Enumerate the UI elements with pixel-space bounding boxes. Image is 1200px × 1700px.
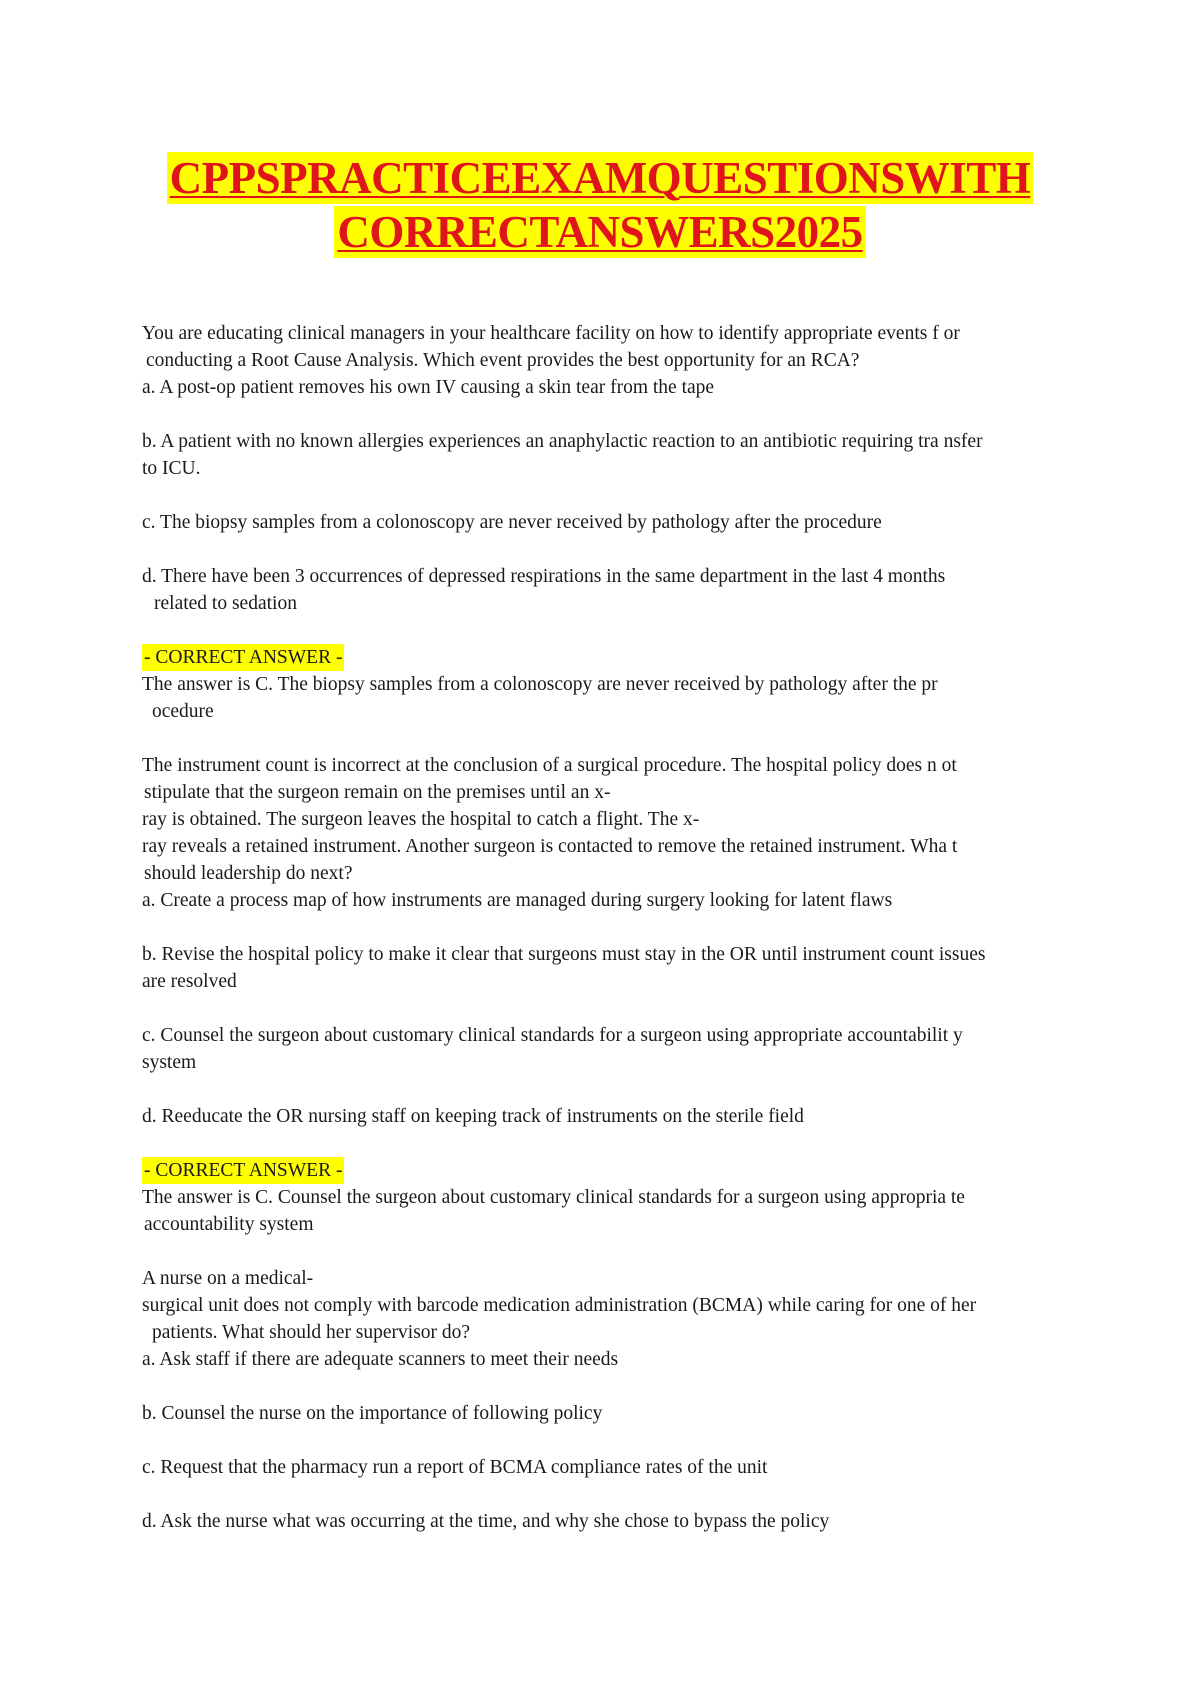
correct-answer-text — [142, 1184, 1062, 1238]
option-c — [142, 1022, 1062, 1076]
question-stem-line: conducting a Root Cause Analysis. Which event provides the best opportunity for an RCA? — [146, 350, 860, 371]
question-stem-line: should leadership do next? — [144, 863, 353, 884]
answer-line: The answer is C. Counsel the surgeon about customary clinical standards for a surgeon using appropria te — [142, 1187, 965, 1208]
answer-line: ocedure — [152, 701, 214, 722]
option-line: c. Counsel the surgeon about customary clinical standards for a surgeon using appropriate accountabilit y — [142, 1025, 963, 1046]
question-stem — [142, 320, 1062, 374]
option-d — [142, 563, 1062, 617]
question-stem-line: A nurse on a medical- — [142, 1268, 314, 1289]
question-stem-line: ray is obtained. The surgeon leaves the hospital to catch a flight. The x- — [142, 809, 700, 830]
option-c: c. The biopsy samples from a colonoscopy are never received by pathology after the procedure — [142, 512, 882, 533]
option-b — [142, 428, 1062, 482]
document-body — [142, 320, 1062, 1535]
title-line-1: CPPSPRACTICEEXAMQUESTIONSWITH — [167, 152, 1034, 204]
correct-answer-label: - CORRECT ANSWER - — [142, 644, 344, 671]
question-3 — [142, 1265, 1062, 1535]
correct-answer-text — [142, 671, 1062, 725]
correct-answer-label: - CORRECT ANSWER - — [142, 1157, 344, 1184]
option-d: d. Ask the nurse what was occurring at the time, and why she chose to bypass the policy — [142, 1511, 830, 1532]
option-b — [142, 941, 1062, 995]
answer-line: The answer is C. The biopsy samples from a colonoscopy are never received by pathology after the pr — [142, 674, 938, 695]
option-line: system — [142, 1052, 197, 1073]
option-a: a. Create a process map of how instruments are managed during surgery looking for latent flaws — [142, 890, 893, 911]
question-stem-line: The instrument count is incorrect at the conclusion of a surgical procedure. The hospital policy does n ot — [142, 755, 957, 776]
option-c: c. Request that the pharmacy run a report of BCMA compliance rates of the unit — [142, 1457, 768, 1478]
question-stem-line: patients. What should her supervisor do? — [152, 1322, 471, 1343]
option-line: d. There have been 3 occurrences of depressed respirations in the same department in the last 4 months — [142, 566, 946, 587]
option-line: related to sedation — [154, 593, 297, 614]
question-stem-line: You are educating clinical managers in your healthcare facility on how to identify appropriate events f or — [142, 323, 960, 344]
option-line: to ICU. — [142, 458, 201, 479]
question-stem-line: surgical unit does not comply with barcode medication administration (BCMA) while caring for one of her — [142, 1295, 977, 1316]
question-stem-line: ray reveals a retained instrument. Another surgeon is contacted to remove the retained instrument. Wha t — [142, 836, 958, 857]
option-a: a. Ask staff if there are adequate scanners to meet their needs — [142, 1349, 619, 1370]
question-2 — [142, 752, 1062, 1238]
option-line: b. Revise the hospital policy to make it clear that surgeons must stay in the OR until instrument count issues — [142, 944, 986, 965]
question-stem — [142, 752, 1062, 887]
option-line: b. A patient with no known allergies experiences an anaphylactic reaction to an antibiotic requiring tra nsfer — [142, 431, 983, 452]
question-stem-line: stipulate that the surgeon remain on the premises until an x- — [144, 782, 611, 803]
question-1 — [142, 320, 1062, 725]
option-a: a. A post-op patient removes his own IV causing a skin tear from the tape — [142, 377, 715, 398]
title-line-2: CORRECTANSWERS2025 — [334, 206, 865, 258]
answer-line: accountability system — [144, 1214, 314, 1235]
option-d: d. Reeducate the OR nursing staff on keeping track of instruments on the sterile field — [142, 1106, 804, 1127]
option-line: are resolved — [142, 971, 237, 992]
option-b: b. Counsel the nurse on the importance of following policy — [142, 1403, 603, 1424]
question-stem — [142, 1265, 1062, 1346]
document-title — [0, 152, 1200, 258]
